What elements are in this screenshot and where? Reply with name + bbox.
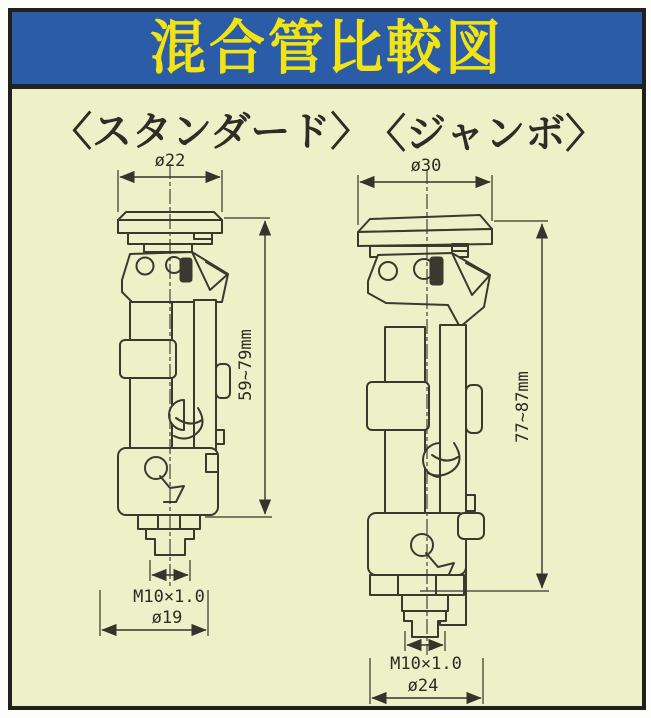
standard-section-label: 〈スタンダード〉 <box>52 110 371 154</box>
standard-height-label: 59~79mm <box>236 329 256 401</box>
standard-top-diameter-label: ø22 <box>154 151 186 171</box>
jumbo-bottom-diameter-label: ø24 <box>407 676 439 696</box>
standard-bottom-diameter-label: ø19 <box>151 608 183 628</box>
standard-thread-label: M10×1.0 <box>133 587 205 607</box>
jumbo-thread-label: M10×1.0 <box>390 654 462 674</box>
jumbo-top-diameter-label: ø30 <box>410 156 442 176</box>
page-title: 混合管比較図 <box>150 14 504 81</box>
standard-body <box>118 212 230 555</box>
jumbo-body <box>358 215 492 637</box>
jumbo-section-label: 〈ジャンボ〉 <box>366 112 606 156</box>
jumbo-drawing <box>340 155 570 715</box>
standard-drawing <box>80 150 300 650</box>
title-banner <box>12 12 642 89</box>
jumbo-height-label: 77~87mm <box>513 371 533 443</box>
